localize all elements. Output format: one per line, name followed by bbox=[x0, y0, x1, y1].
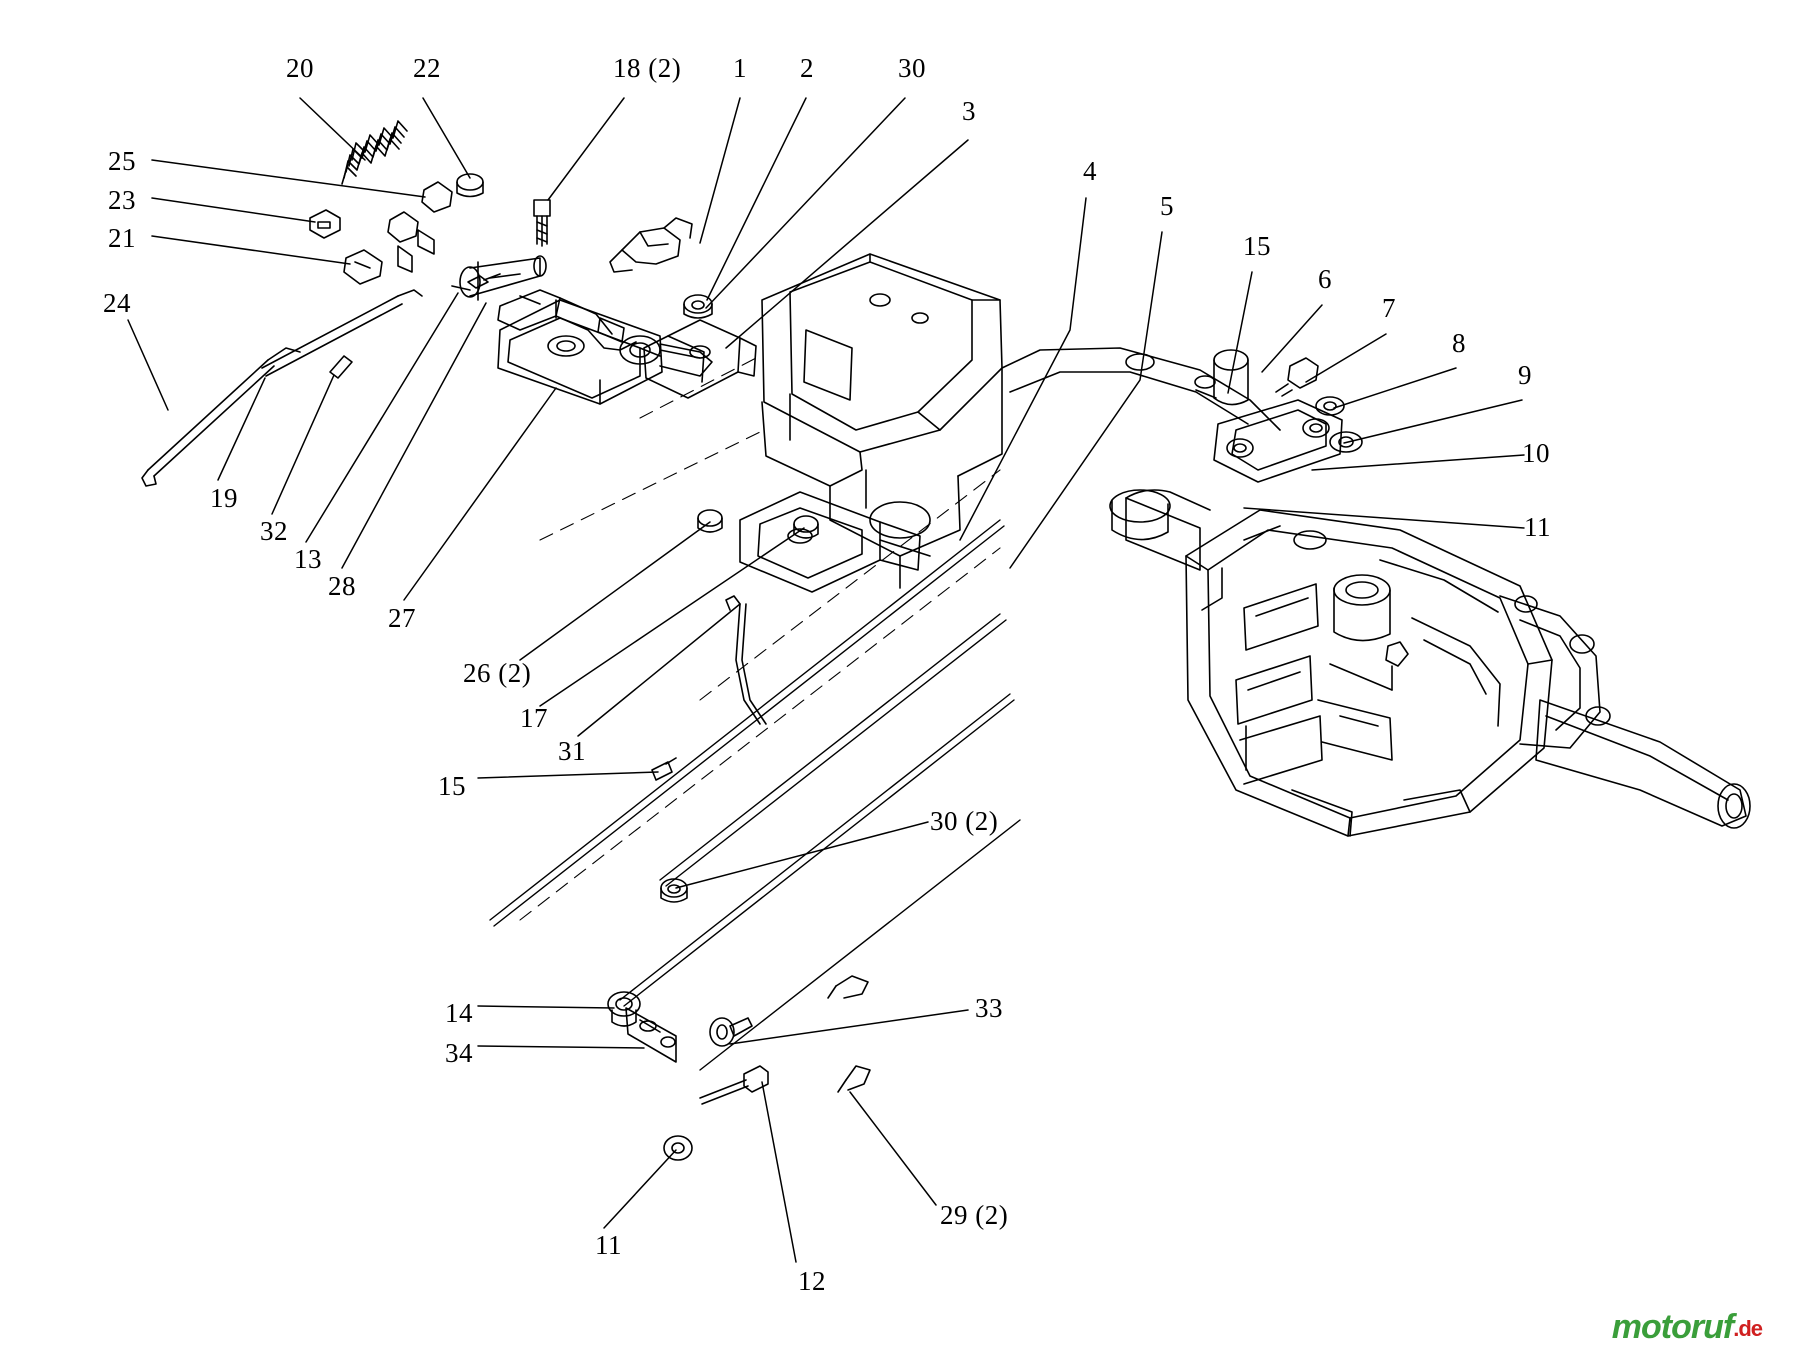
rod-part-24 bbox=[142, 348, 300, 486]
spring-part-20 bbox=[342, 121, 407, 184]
frame-panel-4 bbox=[762, 254, 1002, 588]
callout-12: 12 bbox=[798, 1266, 826, 1296]
callout-11-lower: 11 bbox=[595, 1230, 622, 1260]
nut-part-26-b bbox=[794, 516, 818, 538]
pin-part-32 bbox=[330, 356, 352, 378]
phantom-lines bbox=[520, 356, 1000, 920]
callout-13: 13 bbox=[294, 544, 322, 574]
callout-27: 27 bbox=[388, 603, 416, 633]
callout-15-lower: 15 bbox=[438, 771, 466, 801]
callout-22: 22 bbox=[413, 53, 441, 83]
callout-26: 26 (2) bbox=[463, 658, 532, 688]
callout-2: 2 bbox=[800, 53, 814, 83]
callout-21: 21 bbox=[108, 223, 136, 253]
screw-part-18 bbox=[534, 200, 550, 246]
small-parts-cluster-23-21-25 bbox=[310, 182, 546, 300]
callout-31: 31 bbox=[558, 736, 586, 766]
callout-6: 6 bbox=[1318, 264, 1332, 294]
callout-18: 18 (2) bbox=[613, 53, 682, 83]
connecting-rods bbox=[490, 520, 1020, 1070]
callout-23: 23 bbox=[108, 185, 136, 215]
callout-11-upper: 11 bbox=[1524, 512, 1551, 542]
callout-1: 1 bbox=[733, 53, 747, 83]
callout-17: 17 bbox=[520, 703, 548, 733]
callout-15-upper: 15 bbox=[1243, 231, 1271, 261]
washer-part-11-lower bbox=[664, 1136, 692, 1160]
lever-part-13 bbox=[498, 290, 712, 376]
callout-29: 29 (2) bbox=[940, 1200, 1009, 1230]
callout-7: 7 bbox=[1382, 293, 1396, 323]
watermark bbox=[1612, 1308, 1762, 1347]
callout-9: 9 bbox=[1518, 360, 1532, 390]
callout-34: 34 bbox=[445, 1038, 473, 1068]
callout-19: 19 bbox=[210, 483, 238, 513]
lever-part-1 bbox=[610, 218, 692, 272]
plate-part-34 bbox=[626, 1008, 676, 1062]
callout-10: 10 bbox=[1522, 438, 1550, 468]
callout-25: 25 bbox=[108, 146, 136, 176]
watermark-suffix: .de bbox=[1733, 1316, 1762, 1341]
callout-5: 5 bbox=[1160, 191, 1174, 221]
callout-24: 24 bbox=[103, 288, 131, 318]
pin-part-28 bbox=[468, 274, 500, 288]
callout-14: 14 bbox=[445, 998, 473, 1028]
callout-30-pair: 30 (2) bbox=[930, 806, 999, 836]
callout-33: 33 bbox=[975, 993, 1003, 1023]
callout-8: 8 bbox=[1452, 328, 1466, 358]
watermark-name: motoruf bbox=[1611, 1308, 1734, 1346]
spring-clips-29 bbox=[828, 976, 870, 1092]
nut-part-30-pair bbox=[661, 879, 687, 902]
plate-part-27 bbox=[498, 300, 662, 404]
callout-4: 4 bbox=[1083, 156, 1097, 186]
callout-20: 20 bbox=[286, 53, 314, 83]
callout-3: 3 bbox=[962, 96, 976, 126]
callout-30: 30 bbox=[898, 53, 926, 83]
callout-32: 32 bbox=[260, 516, 288, 546]
spring-rod-part-31 bbox=[726, 596, 766, 724]
rod-part-19 bbox=[262, 290, 422, 376]
bolt-part-12 bbox=[700, 1066, 768, 1104]
callout-28: 28 bbox=[328, 571, 356, 601]
